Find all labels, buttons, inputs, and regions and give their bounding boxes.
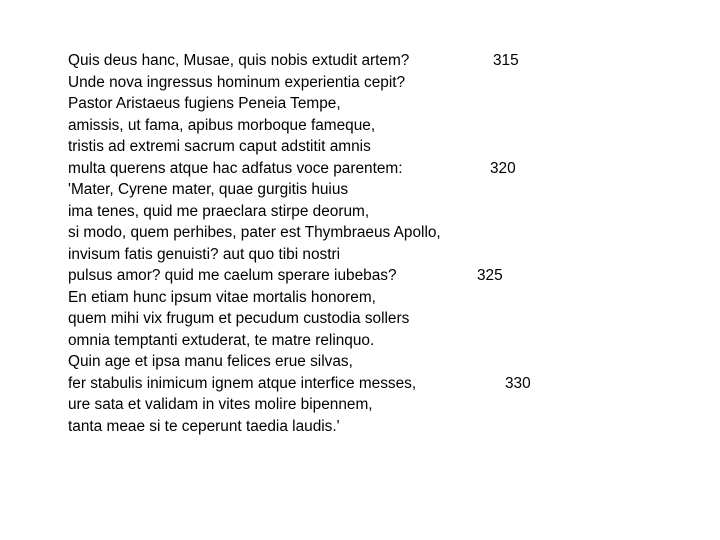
- poem-line-7: 'Mater, Cyrene mater, quae gurgitis huius: [68, 181, 349, 198]
- poem-line-10: invisum fatis genuisti? aut quo tibi nostri: [68, 245, 341, 263]
- poem-line-15: Quin age et ipsa manu felices erue silvas,: [68, 353, 353, 370]
- line-number-320: 320: [490, 159, 516, 177]
- poem-line-11: pulsus amor? quid me caelum sperare iubebas?: [68, 267, 397, 284]
- line-number-330: 330: [505, 374, 531, 392]
- poem-line-16: fer stabulis inimicum ignem atque interfice messes,: [68, 374, 417, 392]
- poem-line-8: ima tenes, quid me praeclara stirpe deorum,: [68, 202, 370, 220]
- poem-line-13: quem mihi vix frugum et pecudum custodia sollers: [68, 310, 410, 327]
- poem-line-14: omnia temptanti extuderat, te matre relinquo.: [68, 331, 375, 349]
- poem-line-9: si modo, quem perhibes, pater est Thymbraeus Apollo,: [68, 224, 441, 241]
- line-number-315: 315: [493, 52, 519, 69]
- poem-line-1: Quis deus hanc, Musae, quis nobis extudit artem?: [68, 52, 410, 69]
- poem-line-18: tanta meae si te ceperunt taedia laudis.': [68, 417, 340, 435]
- poem-line-6: multa querens atque hac adfatus voce parentem:: [68, 159, 403, 177]
- line-number-325: 325: [477, 267, 503, 284]
- poem-line-17: ure sata et validam in vites molire bipennem,: [68, 396, 373, 413]
- poem-line-3: Pastor Aristaeus fugiens Peneia Tempe,: [68, 95, 341, 112]
- poem-line-4: amissis, ut fama, apibus morboque fameque,: [68, 116, 376, 134]
- poem-line-2: Unde nova ingressus hominum experientia cepit?: [68, 73, 406, 91]
- poem-line-5: tristis ad extremi sacrum caput adstitit amnis: [68, 138, 371, 155]
- poem-line-12: En etiam hunc ipsum vitae mortalis honorem,: [68, 288, 376, 306]
